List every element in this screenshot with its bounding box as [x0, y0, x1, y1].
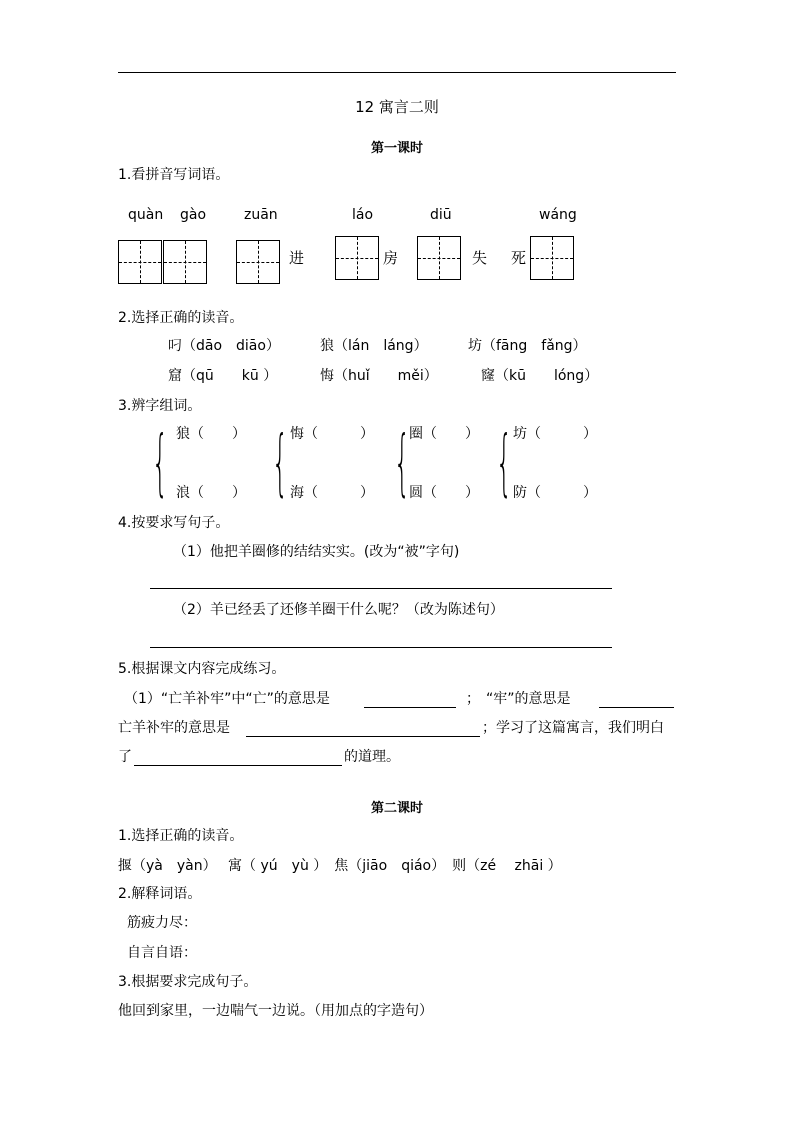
l2-q3-label: 3.根据要求完成句子。 [118, 974, 258, 990]
q3-word: 圆（ ） [409, 485, 479, 501]
q2-item: 窟（qū kū ） [168, 368, 278, 384]
char-jin: 进 [289, 249, 305, 267]
l2-q1-label: 1.选择正确的读音。 [118, 828, 244, 844]
writing-grid[interactable] [530, 236, 574, 280]
page-title: 12 寓言二则 [355, 98, 439, 116]
answer-blank[interactable] [599, 707, 674, 708]
q5-text: 了 [118, 749, 132, 765]
pinyin-gao: gào [180, 207, 207, 223]
q3-word: 狼（ ） [176, 426, 246, 442]
answer-line[interactable] [150, 647, 612, 648]
q2-item: 狼（lán láng） [320, 338, 428, 354]
answer-blank[interactable] [364, 707, 456, 708]
pinyin-wang: wáng [539, 207, 577, 223]
q5-text: （1）“亡羊补牢”中“亡”的意思是 [124, 691, 330, 707]
q5-label: 5.根据课文内容完成练习。 [118, 661, 286, 677]
q3-word: 悔（ ） [290, 426, 374, 442]
q3-word: 海（ ） [290, 485, 374, 501]
writing-grid[interactable] [236, 240, 280, 284]
q2-item: 叼（dāo diāo） [168, 338, 280, 354]
q4-sentence-1: （1）他把羊圈修的结结实实。(改为“被”字句) [173, 544, 460, 560]
writing-grid[interactable] [417, 236, 461, 280]
l2-q1-items: 揠（yà yàn） 寓（ yú yù ） 焦（jiāo qiáo） 则（zé zhāi ） [118, 858, 562, 874]
l2-q2-word-2: 自言自语： [127, 945, 197, 961]
q2-item: 坊（fāng fǎng） [468, 338, 587, 354]
q5-text: “牢”的意思是 [486, 691, 571, 707]
brace-icon: { [152, 420, 169, 504]
char-fang: 房 [383, 249, 399, 267]
lesson2-heading: 第二课时 [370, 801, 423, 816]
q3-word: 浪（ ） [176, 485, 246, 501]
pinyin-diu: diū [430, 207, 452, 223]
answer-blank[interactable] [246, 736, 480, 737]
q3-word: 防（ ） [513, 485, 597, 501]
char-si: 死 [511, 249, 527, 267]
brace-icon: { [272, 420, 289, 504]
q2-label: 2.选择正确的读音。 [118, 310, 244, 326]
brace-icon: { [496, 420, 513, 504]
q3-word: 坊（ ） [513, 426, 597, 442]
q2-item: 窿（kū lóng） [481, 368, 599, 384]
brace-icon: { [394, 420, 411, 504]
q4-sentence-2: （2）羊已经丢了还修羊圈干什么呢？（改为陈述句） [173, 602, 504, 618]
q2-item: 悔（huǐ měi） [320, 368, 438, 384]
pinyin-quan: quàn [128, 207, 164, 223]
answer-line[interactable] [150, 588, 612, 589]
lesson1-heading: 第一课时 [370, 141, 423, 156]
writing-grid[interactable] [118, 240, 162, 284]
q3-label: 3.辨字组词。 [118, 398, 202, 414]
answer-blank[interactable] [134, 765, 342, 766]
q5-text: ；学习了这篇寓言，我们明白 [482, 720, 664, 736]
header-rule [118, 72, 676, 73]
q4-label: 4.按要求写句子。 [118, 515, 230, 531]
pinyin-zuan: zuān [244, 207, 278, 223]
q5-text: 亡羊补牢的意思是 [118, 720, 230, 736]
q5-text: 的道理。 [344, 749, 400, 765]
q5-text: ； [466, 691, 480, 707]
q1-label: 1.看拼音写词语。 [118, 167, 230, 183]
writing-grid[interactable] [163, 240, 207, 284]
l2-q3-sentence: 他回到家里，一边喘气一边说。（用加点的字造句） [118, 1003, 433, 1019]
pinyin-lao: láo [352, 207, 374, 223]
q3-word: 圈（ ） [409, 426, 479, 442]
writing-grid[interactable] [335, 236, 379, 280]
l2-q2-label: 2.解释词语。 [118, 886, 202, 902]
l2-q2-word-1: 筋疲力尽： [127, 915, 197, 931]
char-shi: 失 [472, 249, 488, 267]
